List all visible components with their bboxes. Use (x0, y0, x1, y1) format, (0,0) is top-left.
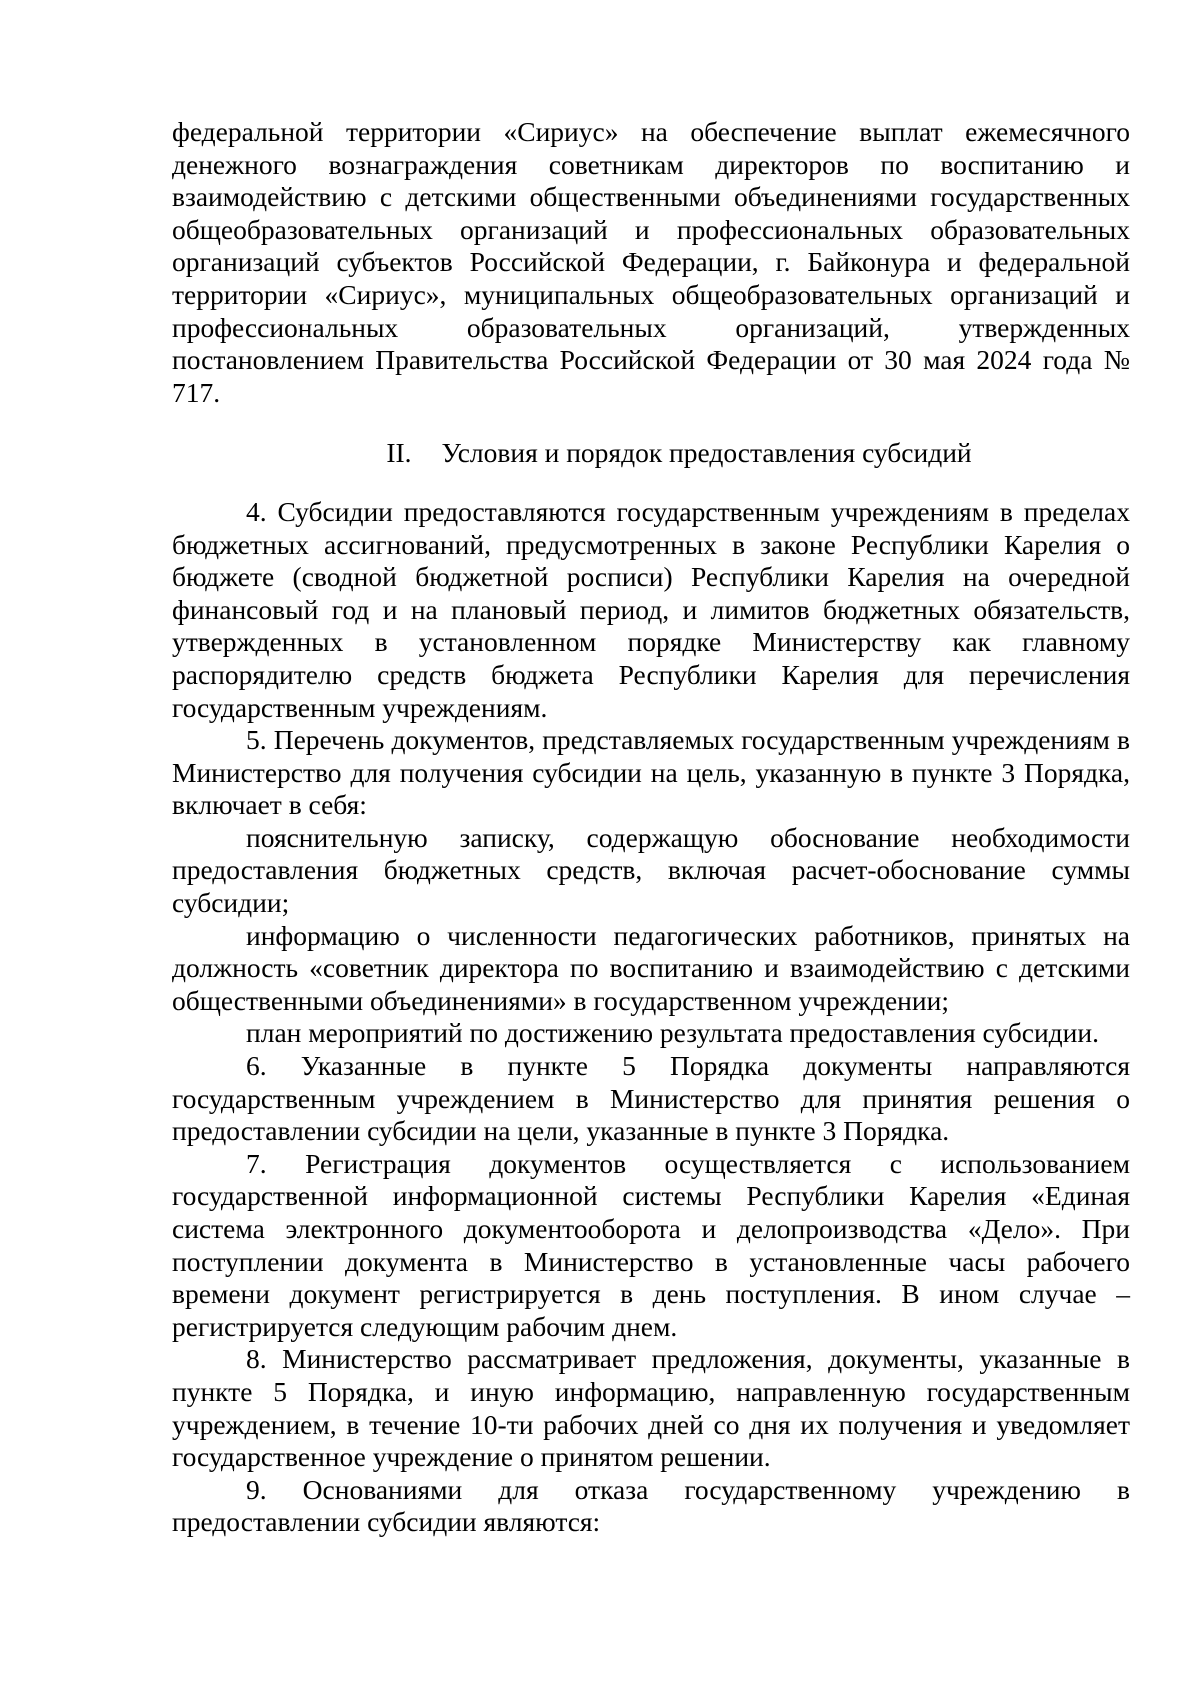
paragraph-8: 8. Министерство рассматривает предложения, документы, указанные в пункте 5 Порядка, и иную информацию, направленную государственным учреждением, в течение 10-ти рабочих дней со дня их получения и уведомляет государственное учреждение о принятом решении. (172, 1343, 1130, 1473)
paragraph-7: 7. Регистрация документов осуществляется с использованием государственной информационной системы Республики Карелия «Единая система электронного документооборота и делопроизводства «Дело». При поступлении документа в Министерство в установленные часы рабочего времени документ регистрируется в день поступления. В ином случае – регистрируется следующим рабочим днем. (172, 1147, 1130, 1342)
paragraph-9: 9. Основаниями для отказа государственному учреждению в предоставлении субсидии являются: (172, 1473, 1130, 1538)
section-number: II. (386, 437, 412, 469)
list-item-staff-information: информацию о численности педагогических работников, принятых на должность «советник директора по воспитанию и взаимодействию с детскими общественными объединениями» в государственном учреждении; (172, 919, 1130, 1016)
list-item-action-plan: план мероприятий по достижению результата предоставления субсидии. (246, 1017, 1099, 1049)
intro-paragraph: федеральной территории «Сириус» на обеспечение выплат ежемесячного денежного вознаграждения советникам директоров по воспитанию и взаимодействию с детскими общественными объединениями государственных общеобразовательных организаций и профессиональных образовательных организаций субъектов Российской Федерации, г. Байконура и федеральной территории «Сириус», муниципальных общеобразовательных организаций и профессиональных образовательных организаций, утвержденных постановлением Правительства Российской Федерации от 30 мая 2024 года № 717. (172, 116, 1130, 408)
list-item-explanatory-note: пояснительную записку, содержащую обоснование необходимости предоставления бюджетных средств, включая расчет-обоснование суммы субсидии; (172, 821, 1130, 919)
paragraph-4: 4. Субсидии предоставляются государственным учреждениям в пределах бюджетных ассигнований, предусмотренных в законе Республики Карелия о бюджете (сводной бюджетной росписи) Республики Карелия на очередной финансовый год и на плановый период, и лимитов бюджетных обязательств, утвержденных в установленном порядке Министерству как главному распорядителю средств бюджета Республики Карелия для перечисления государственным учреждениям. (172, 495, 1130, 723)
paragraph-5: 5. Перечень документов, представляемых государственным учреждениям в Министерство для получения субсидии на цель, указанную в пункте 3 Порядка, включает в себя: (172, 724, 1130, 821)
paragraph-6: 6. Указанные в пункте 5 Порядка документы направляются государственным учреждением в Министерство для принятия решения о предоставлении субсидии на цели, указанные в пункте 3 Порядка. (172, 1050, 1130, 1147)
section-title: Условия и порядок предоставления субсидий (441, 437, 972, 469)
section-heading (172, 437, 1130, 470)
document-body (172, 116, 1130, 1539)
